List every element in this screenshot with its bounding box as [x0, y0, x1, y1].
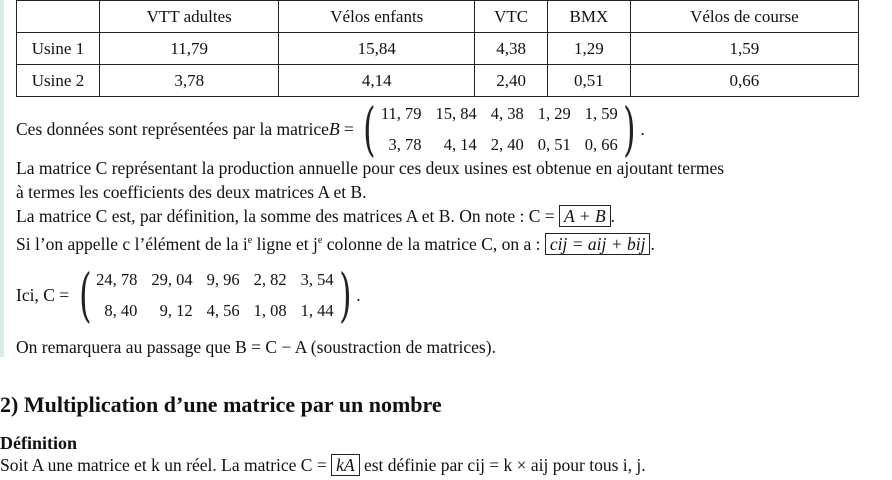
- matrix-cell: 3, 54: [300, 269, 334, 289]
- table-header-cell: Vélos enfants: [279, 1, 475, 33]
- table-cell: 1,59: [630, 33, 858, 65]
- definition-line: [0, 455, 646, 476]
- section-heading: 2) Multiplication d’une matrice par un nombre: [0, 392, 442, 417]
- matrix-b-line: [16, 96, 645, 162]
- cij-mid: l’élément de la i: [130, 234, 248, 254]
- period: .: [356, 284, 361, 305]
- matrix-cell: 1, 59: [584, 103, 618, 123]
- margin-accent-bar: [0, 0, 4, 357]
- matrix-cell: 29, 04: [151, 269, 193, 289]
- matrix-cell: 1, 29: [537, 103, 571, 123]
- matrix-cell: 4, 38: [490, 103, 524, 123]
- cij-mid3: colonne de la matrice C, on a :: [322, 234, 545, 254]
- paragraph-line: à termes les coefficients des deux matrices A et B.: [16, 182, 367, 202]
- table-cell: 0,66: [630, 65, 858, 97]
- left-paren: (: [363, 95, 376, 163]
- table-cell: 2,40: [475, 65, 548, 97]
- left-paren: (: [78, 261, 92, 329]
- matrix-cell: 9, 96: [206, 269, 240, 289]
- matrix-cell: 0, 66: [584, 134, 618, 154]
- equals-sign: =: [339, 118, 359, 139]
- table-cell: 11,79: [100, 33, 279, 65]
- period: .: [610, 206, 616, 226]
- matrix-cell: 1, 44: [300, 300, 334, 320]
- period: .: [640, 118, 645, 139]
- matrix-cell: 24, 78: [96, 269, 138, 289]
- production-table: [16, 0, 859, 97]
- matrix-cell: 4, 56: [206, 300, 240, 320]
- matrix-cell: 2, 40: [490, 134, 524, 154]
- definition-prefix: Soit A une matrice et k un réel. La matrice C =: [0, 455, 332, 475]
- sum-prefix: La matrice C est, par définition, la somme des matrices A et B. On note : C =: [16, 206, 560, 226]
- matrix-cell: 2, 82: [253, 269, 287, 289]
- matrix-cell: 3, 78: [388, 134, 422, 154]
- matrix-cell: 0, 51: [537, 134, 571, 154]
- matrix-cell: 15, 84: [435, 103, 477, 123]
- paragraph-line: La matrice C représentant la production annuelle pour ces deux usines est obtenue en ajoutant termes: [16, 158, 725, 178]
- right-paren: ): [338, 261, 352, 329]
- matrix-b-prefix: Ces données sont représentées par la matrice: [16, 118, 329, 139]
- matrix-cell: 8, 40: [104, 300, 138, 320]
- cij-definition-line: [16, 234, 655, 255]
- matrix-c-line: [16, 262, 361, 328]
- definition-suffix: est définie par cij = k × aij pour tous i, j.: [359, 455, 646, 475]
- table-header-row: [17, 1, 859, 33]
- table-cell: Usine 2: [17, 65, 100, 97]
- matrix-b-grid: [381, 98, 618, 160]
- table-cell: 3,78: [100, 65, 279, 97]
- table-header-cell: VTC: [475, 1, 548, 33]
- ici-prefix: Ici, C =: [16, 284, 74, 305]
- matrix-cell: 9, 12: [159, 300, 193, 320]
- boxed-formula: A + B: [559, 205, 611, 227]
- boxed-formula: cij = aij + bij: [545, 233, 651, 255]
- right-paren: ): [622, 95, 636, 163]
- cij-prefix: Si l’on appelle c: [16, 234, 131, 254]
- matrix-c-grid: [96, 264, 334, 326]
- sum-definition-line: [16, 206, 615, 227]
- table-header-cell: BMX: [548, 1, 631, 33]
- matrix-cell: 4, 14: [443, 134, 477, 154]
- table-cell: 4,14: [279, 65, 475, 97]
- table-cell: 15,84: [279, 33, 475, 65]
- table-header-cell: VTT adultes: [100, 1, 279, 33]
- period: .: [650, 234, 655, 254]
- superscript: e: [247, 235, 253, 247]
- boxed-formula: kA: [331, 454, 359, 476]
- matrix-cell: 11, 79: [380, 103, 422, 123]
- cij-mid2: ligne et j: [252, 234, 318, 254]
- table-cell: 4,38: [475, 33, 548, 65]
- matrix-b: [358, 95, 640, 163]
- matrix-c: [74, 261, 357, 329]
- table-cell: Usine 1: [17, 33, 100, 65]
- table-header-cell: [17, 1, 100, 33]
- definition-title: Définition: [0, 433, 78, 453]
- table-cell: 1,29: [548, 33, 631, 65]
- matrix-b-name: B: [328, 118, 340, 139]
- table-row: [17, 33, 859, 65]
- table-cell: 0,51: [548, 65, 631, 97]
- matrix-cell: 1, 08: [253, 300, 287, 320]
- table-header-cell: Vélos de course: [630, 1, 858, 33]
- remark-line: On remarquera au passage que B = C − A (soustraction de matrices).: [16, 337, 496, 357]
- superscript: e: [317, 235, 323, 247]
- table-row: [17, 65, 859, 97]
